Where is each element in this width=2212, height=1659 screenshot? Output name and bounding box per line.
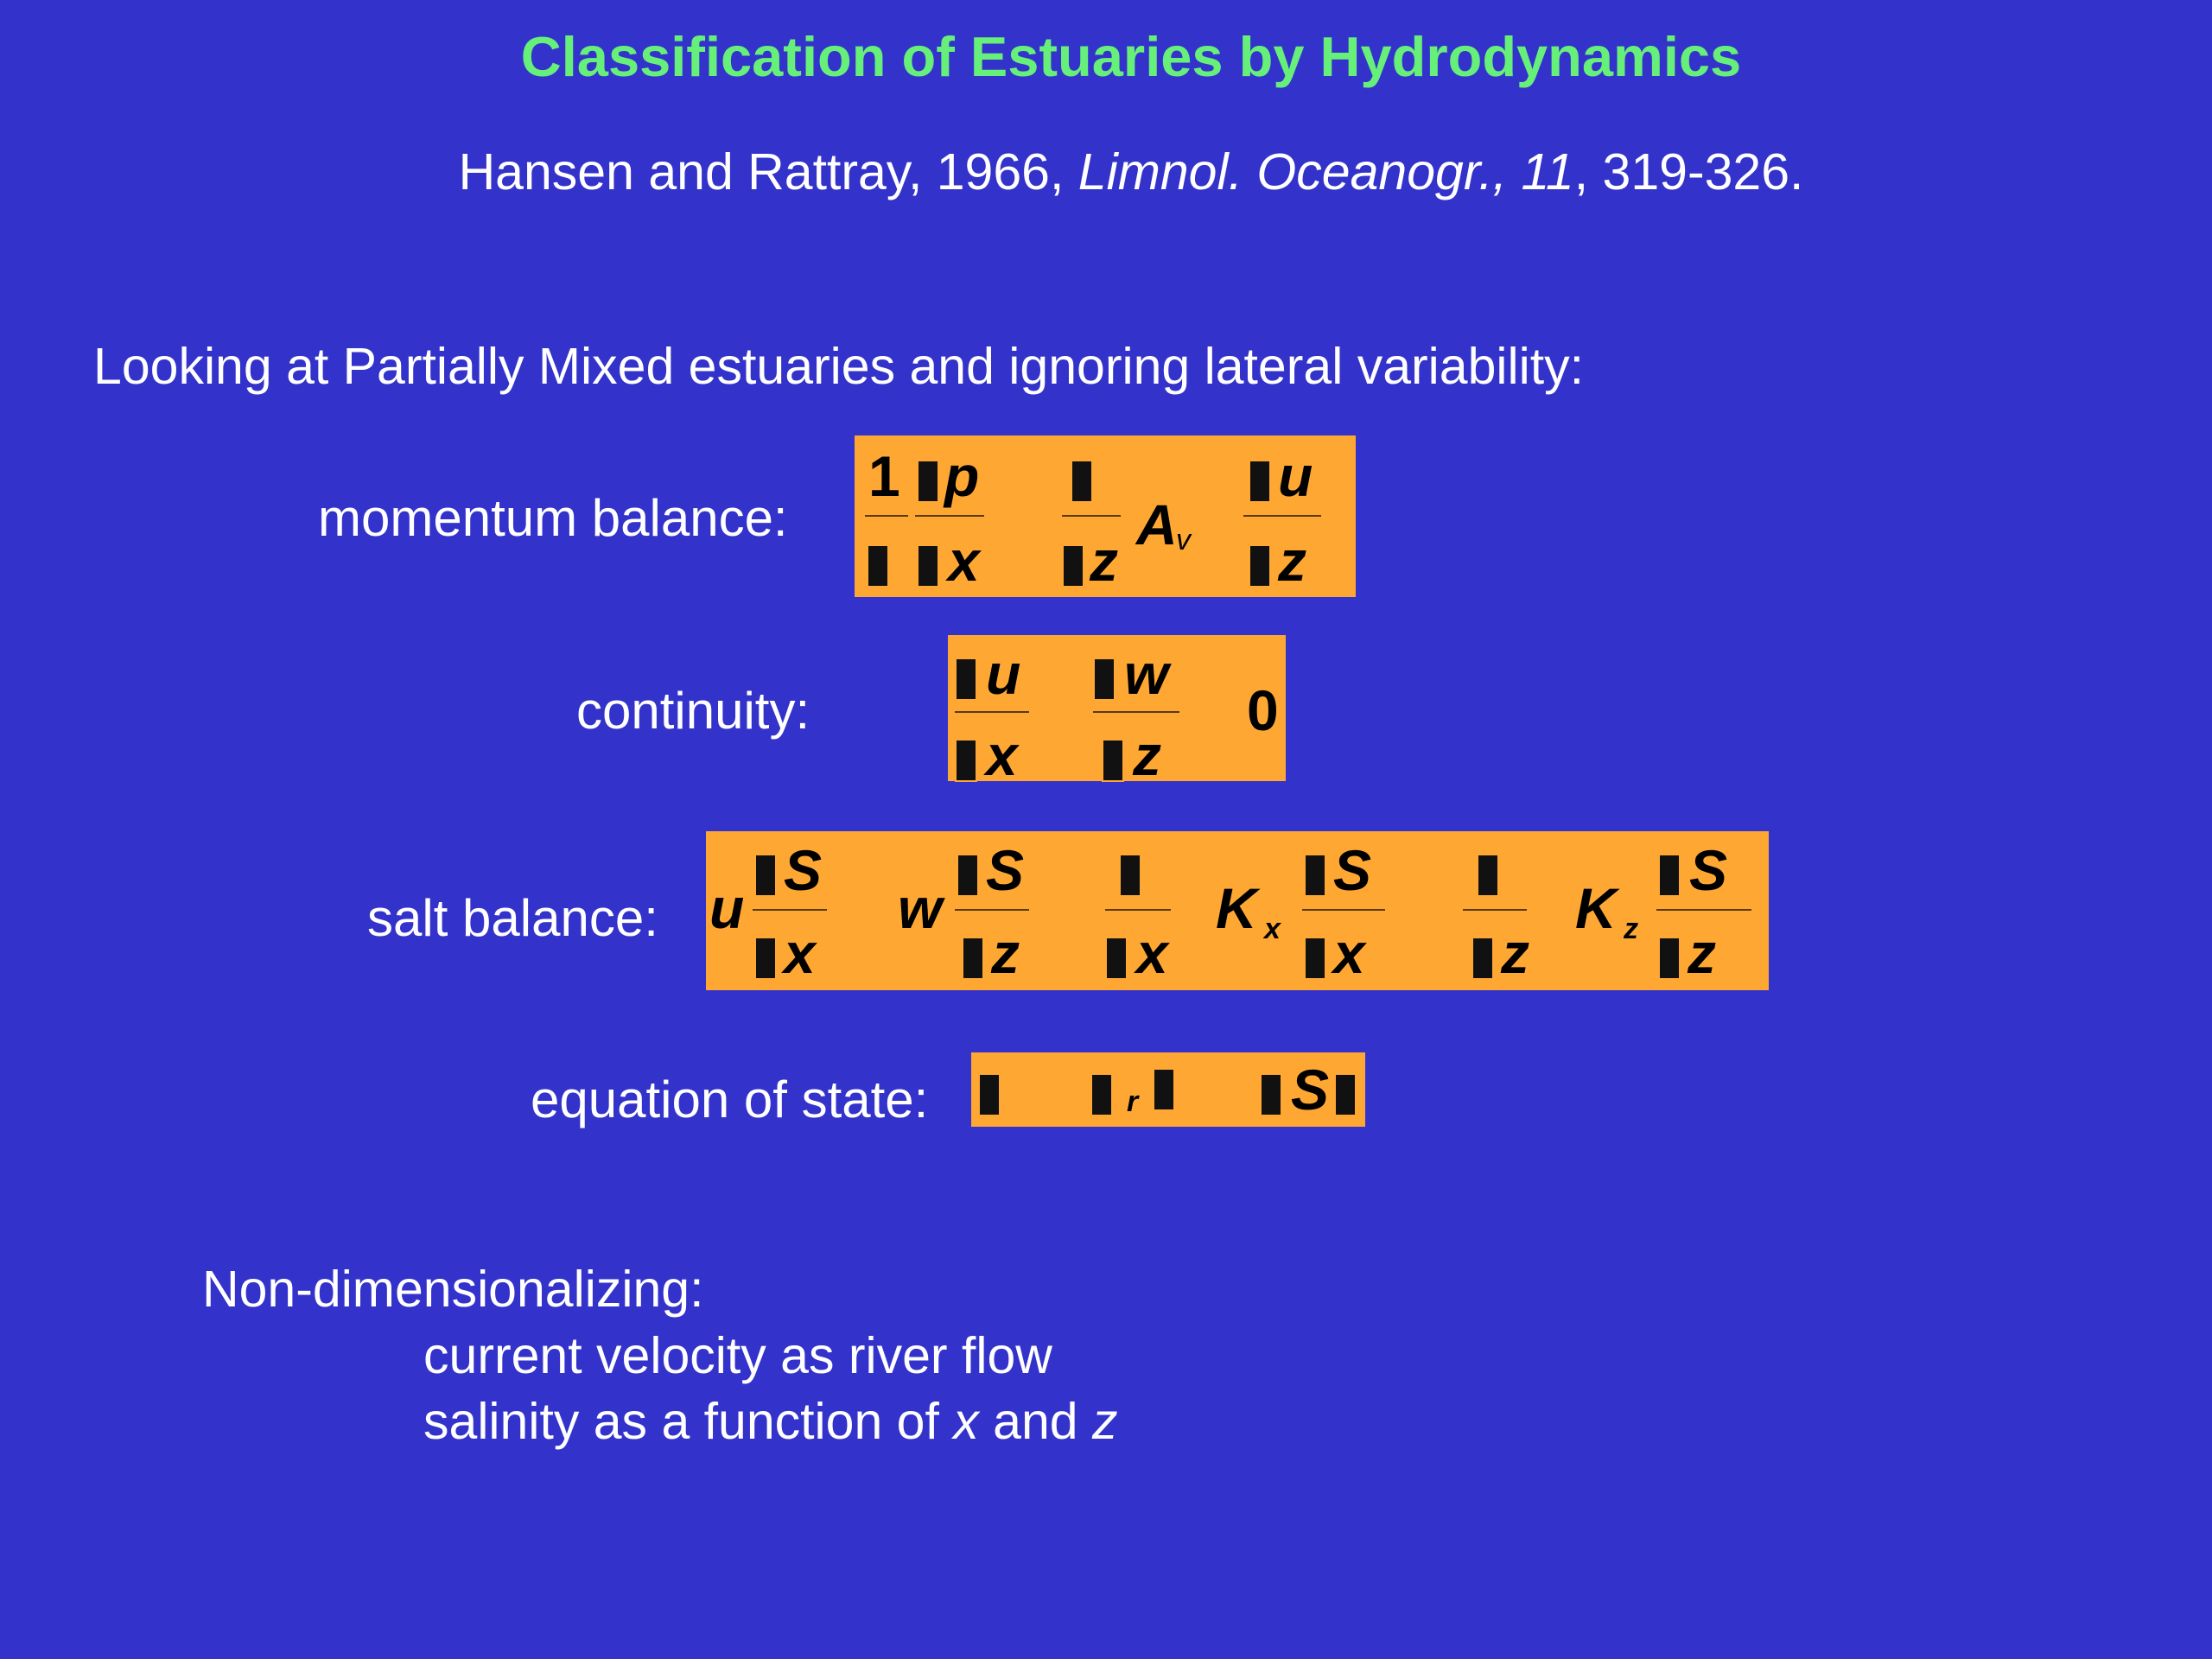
eq-K2-sub: z bbox=[1624, 912, 1638, 945]
nondim-z: z bbox=[1092, 1393, 1118, 1450]
momentum-equation bbox=[855, 435, 1356, 597]
nondim-line-2 bbox=[423, 1392, 1118, 1451]
partial-glyph bbox=[1093, 645, 1116, 702]
paren-glyph bbox=[1153, 1056, 1175, 1113]
eq-one: 1 bbox=[868, 444, 900, 508]
salt-equation bbox=[706, 831, 1769, 990]
partial-glyph bbox=[1471, 925, 1494, 982]
partial-glyph bbox=[917, 532, 939, 589]
partial-glyph bbox=[1062, 532, 1084, 589]
partial-glyph bbox=[1249, 532, 1271, 589]
nondim-line-2-b: and bbox=[978, 1393, 1093, 1450]
state-label: equation of state: bbox=[531, 1071, 929, 1128]
page-title: Classification of Estuaries by Hydrodynamics bbox=[520, 25, 1742, 88]
rho-glyph bbox=[1090, 1061, 1113, 1118]
partial-glyph bbox=[917, 448, 939, 505]
eq-w: w bbox=[898, 876, 943, 940]
nondim-x: x bbox=[953, 1393, 979, 1450]
eq-x2: x bbox=[1136, 921, 1168, 985]
partial-glyph bbox=[1658, 925, 1681, 982]
state-equation bbox=[971, 1052, 1365, 1127]
eq-x1: x bbox=[784, 921, 816, 985]
eq-u: u bbox=[986, 642, 1021, 706]
eq-S: S bbox=[1291, 1058, 1330, 1122]
rho-glyph bbox=[867, 532, 889, 589]
eq-x: x bbox=[986, 723, 1018, 787]
eq-u: u bbox=[1278, 444, 1313, 508]
rho-glyph bbox=[978, 1061, 1001, 1118]
partial-glyph bbox=[962, 925, 984, 982]
eq-z2: z bbox=[1278, 529, 1306, 593]
partial-glyph bbox=[1249, 448, 1271, 505]
eq-S2: S bbox=[986, 838, 1025, 902]
nondim-heading: Non-dimensionalizing: bbox=[202, 1261, 704, 1318]
partial-glyph bbox=[1304, 842, 1326, 899]
eq-A-sub: v bbox=[1176, 524, 1191, 556]
continuity-equation bbox=[948, 635, 1286, 787]
partial-glyph bbox=[1477, 842, 1499, 899]
eq-z2: z bbox=[1501, 921, 1529, 985]
partial-glyph bbox=[1304, 925, 1326, 982]
partial-glyph bbox=[1658, 842, 1681, 899]
partial-glyph bbox=[1105, 925, 1128, 982]
eq-S4: S bbox=[1689, 838, 1728, 902]
eq-S3: S bbox=[1333, 838, 1372, 902]
eq-x3: x bbox=[1333, 921, 1365, 985]
partial-glyph bbox=[957, 842, 979, 899]
intro-text: Looking at Partially Mixed estuaries and ignoring lateral variability: bbox=[93, 338, 1585, 395]
eq-zero: 0 bbox=[1247, 678, 1279, 742]
eq-K2: K bbox=[1575, 876, 1617, 940]
nondim-line-2-a: salinity as a function of bbox=[423, 1393, 954, 1450]
eq-u: u bbox=[709, 876, 745, 940]
eq-x: x bbox=[948, 529, 980, 593]
partial-glyph bbox=[1119, 842, 1141, 899]
citation-pages: , 319-326. bbox=[1573, 143, 1804, 200]
eq-z1: z bbox=[1090, 529, 1118, 593]
salt-label: salt balance: bbox=[367, 889, 658, 947]
eq-S1: S bbox=[784, 838, 823, 902]
partial-glyph bbox=[955, 645, 977, 702]
partial-glyph bbox=[754, 925, 777, 982]
partial-glyph bbox=[754, 842, 777, 899]
citation-journal: Limnol. Oceanogr., 11 bbox=[1077, 143, 1574, 200]
eq-z: z bbox=[1133, 723, 1161, 787]
partial-glyph bbox=[1071, 448, 1093, 505]
citation-authors: Hansen and Rattray, 1966, bbox=[458, 143, 1078, 200]
eq-A: A bbox=[1136, 493, 1178, 556]
citation bbox=[0, 143, 2212, 201]
eq-K1-sub: x bbox=[1264, 912, 1281, 945]
partial-glyph bbox=[1102, 727, 1124, 784]
eq-r-sub: r bbox=[1127, 1085, 1139, 1118]
eq-w: w bbox=[1124, 642, 1169, 706]
beta-glyph bbox=[1260, 1061, 1282, 1118]
eq-K1: K bbox=[1216, 876, 1257, 940]
paren-glyph bbox=[1334, 1061, 1357, 1118]
continuity-label: continuity: bbox=[576, 682, 810, 740]
eq-z3: z bbox=[1688, 921, 1716, 985]
eq-z1: z bbox=[991, 921, 1020, 985]
eq-p: p bbox=[944, 444, 980, 508]
nondim-line-1: current velocity as river flow bbox=[423, 1327, 1052, 1384]
momentum-label: momentum balance: bbox=[318, 489, 788, 547]
partial-glyph bbox=[955, 727, 977, 784]
